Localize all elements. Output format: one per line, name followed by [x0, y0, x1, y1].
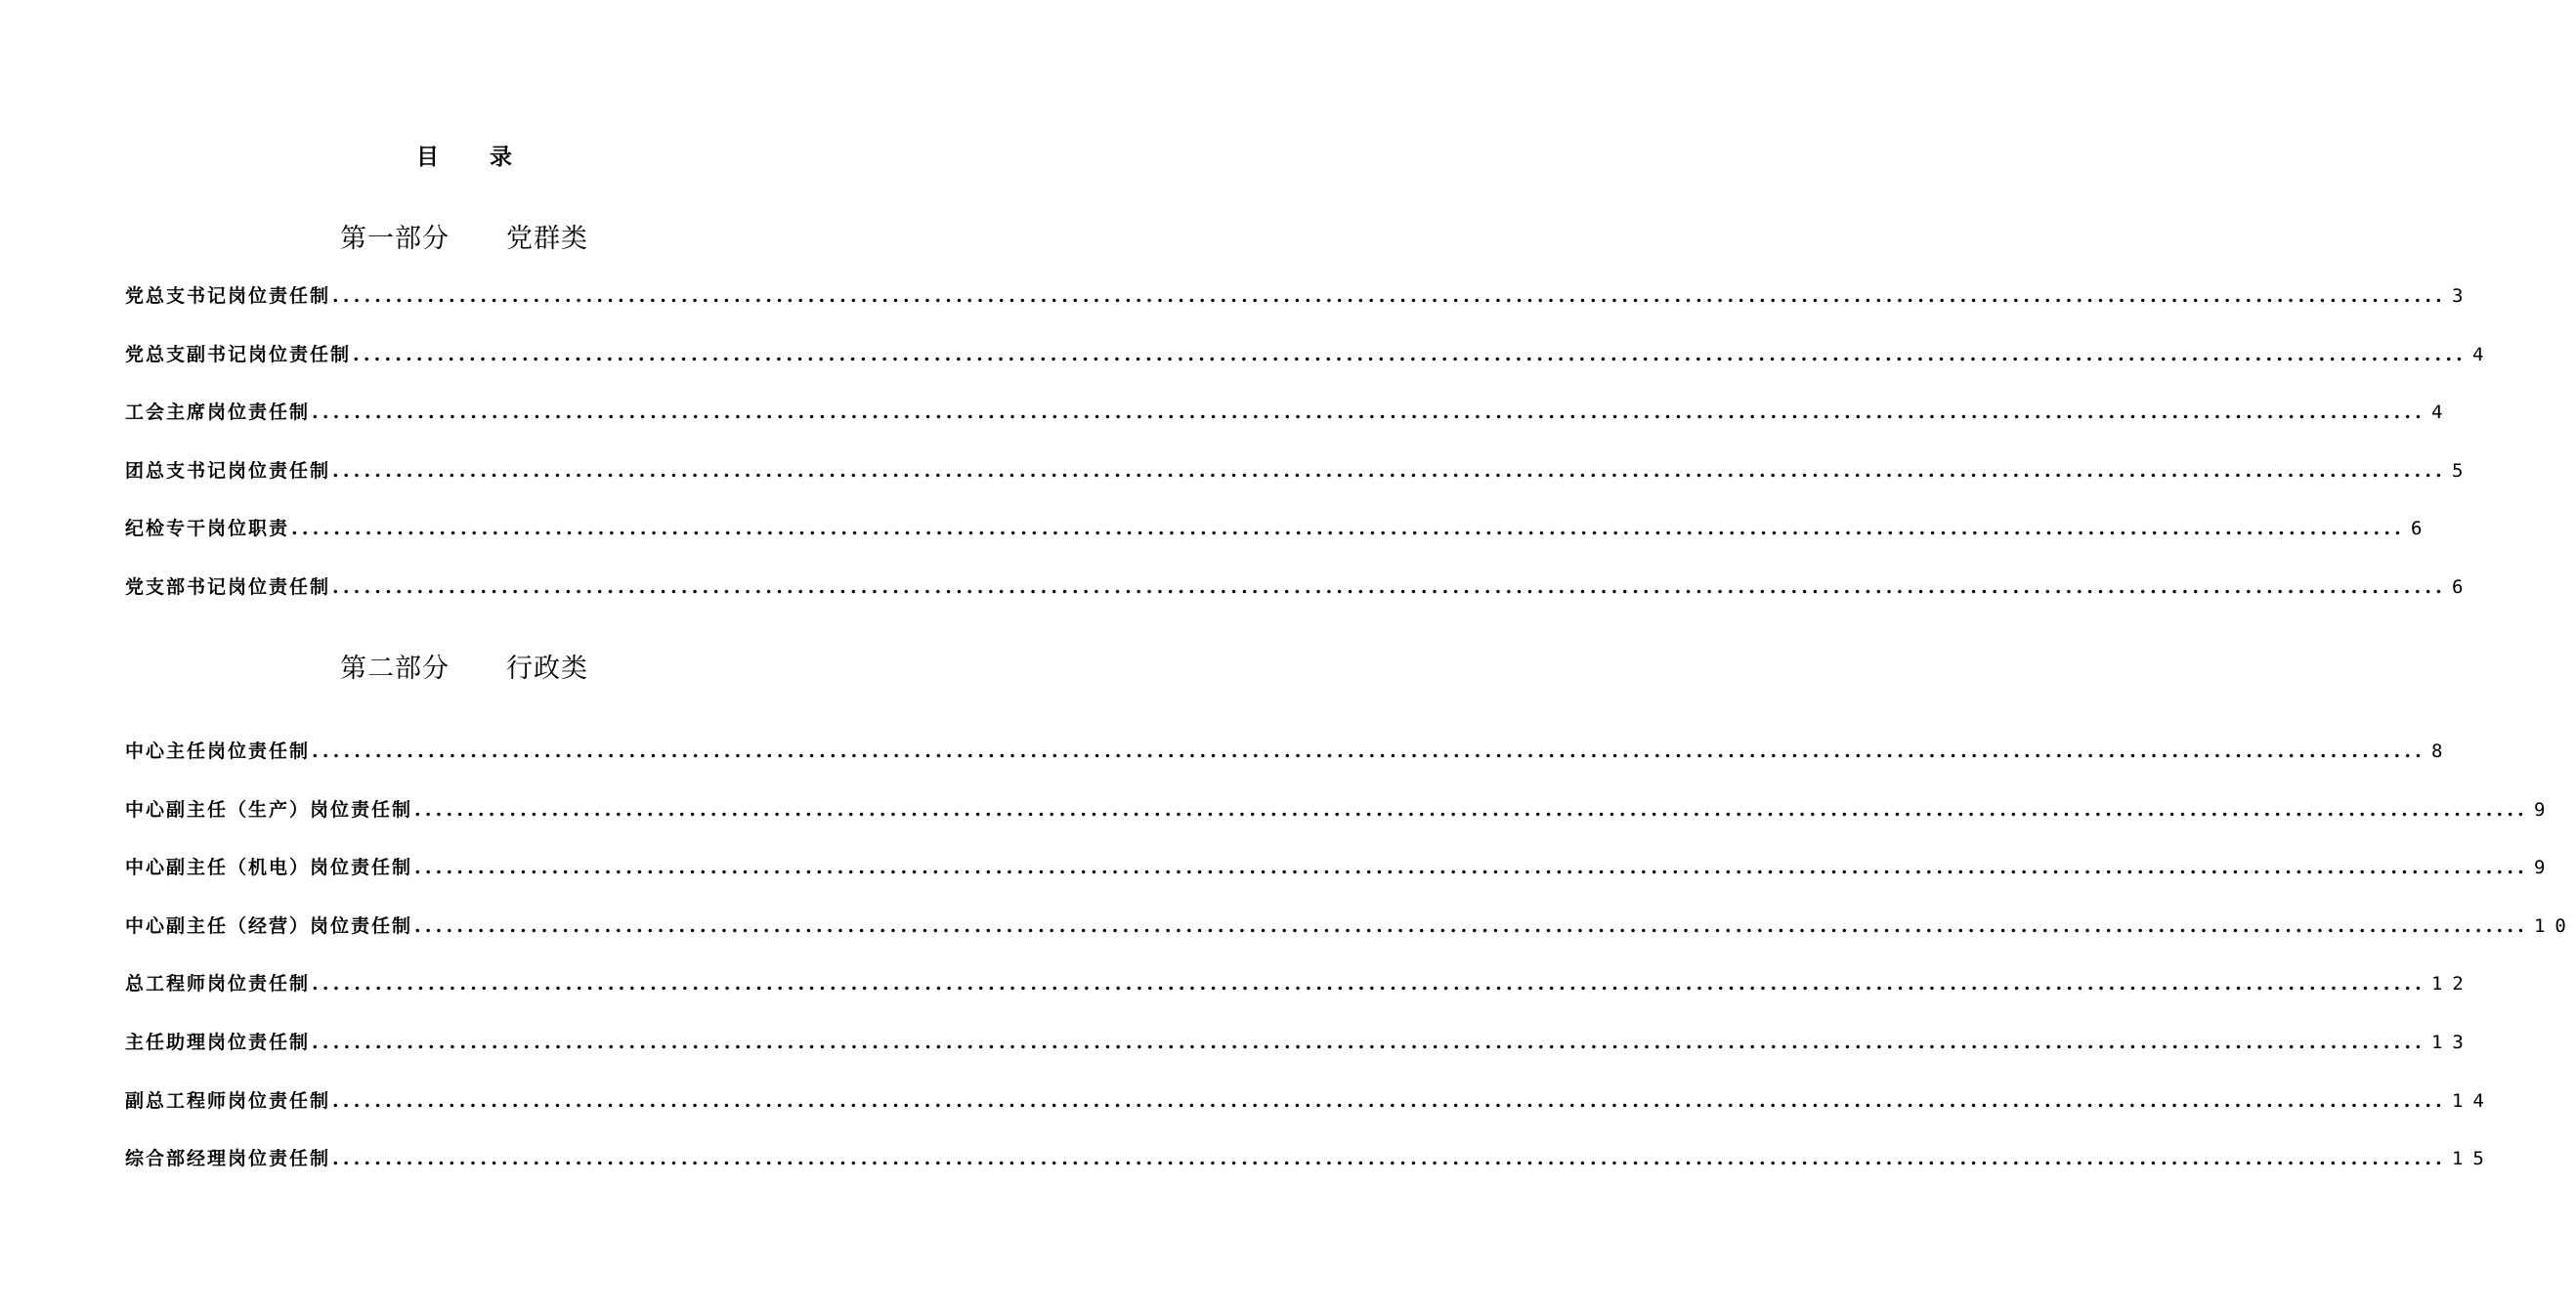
part-heading-2 — [0, 650, 928, 689]
page-number: 4 — [2430, 402, 2453, 424]
entry-title: 主任助理岗位责任制 — [125, 1031, 311, 1053]
entry-title: 总工程师岗位责任制 — [125, 973, 311, 995]
entry-title: 中心副主任（生产）岗位责任制 — [125, 798, 413, 821]
toc-title-left: 目 — [416, 144, 439, 170]
toc-entry[interactable] — [125, 969, 2473, 1028]
page-number: 14 — [2451, 1089, 2494, 1112]
dot-leader: ........................................................................................................................................................................................................ — [414, 857, 2528, 879]
page-number: 6 — [2410, 518, 2432, 540]
page-number: 8 — [2430, 741, 2453, 762]
page-number: 10 — [2533, 914, 2576, 937]
page-number: 9 — [2533, 857, 2555, 879]
page-number: 5 — [2451, 459, 2473, 482]
toc-list-part-1 — [125, 281, 2494, 631]
dot-leader: ........................................................................................................................................................................................................ — [414, 914, 2528, 937]
part-label: 第一部分 — [340, 224, 450, 254]
entry-title: 中心主任岗位责任制 — [125, 741, 311, 762]
dot-leader: ........................................................................................................................................................................................................ — [332, 459, 2446, 482]
dot-leader: ........................................................................................................................................................................................................ — [312, 402, 2426, 424]
entry-title: 副总工程师岗位责任制 — [125, 1089, 331, 1112]
dot-leader: ........................................................................................................................................................................................................ — [332, 575, 2446, 598]
entry-title: 综合部经理岗位责任制 — [125, 1148, 331, 1170]
dot-leader: ........................................................................................................................................................................................................ — [312, 1031, 2426, 1053]
part-category: 党群类 — [506, 224, 588, 254]
entry-title: 党总支副书记岗位责任制 — [125, 343, 352, 365]
dot-leader: ........................................................................................................................................................................................................ — [332, 285, 2446, 307]
entry-title: 团总支书记岗位责任制 — [125, 459, 331, 482]
entry-title: 纪检专干岗位职责 — [125, 518, 290, 540]
toc-title-right: 录 — [490, 144, 512, 170]
toc-entry[interactable] — [125, 1086, 2494, 1145]
dot-leader: ........................................................................................................................................................................................................ — [291, 518, 2405, 540]
page-number: 6 — [2451, 575, 2473, 598]
entry-title: 党总支书记岗位责任制 — [125, 285, 331, 307]
toc-entry[interactable] — [125, 853, 2555, 911]
dot-leader: ........................................................................................................................................................................................................ — [332, 1089, 2446, 1112]
entry-title: 工会主席岗位责任制 — [125, 402, 311, 424]
toc-entry[interactable] — [125, 456, 2473, 515]
toc-entry[interactable] — [125, 281, 2473, 340]
toc-title — [0, 141, 928, 174]
page-number: 12 — [2430, 973, 2473, 995]
dot-leader: ........................................................................................................................................................................................................ — [332, 1148, 2446, 1170]
entry-title: 中心副主任（机电）岗位责任制 — [125, 857, 413, 879]
toc-entry[interactable] — [125, 737, 2453, 795]
toc-entry[interactable] — [125, 1028, 2473, 1086]
page-number: 4 — [2471, 343, 2494, 365]
toc-list-part-2 — [125, 737, 2576, 1203]
entry-title: 党支部书记岗位责任制 — [125, 575, 331, 598]
toc-entry[interactable] — [125, 398, 2453, 456]
dot-leader: ........................................................................................................................................................................................................ — [353, 343, 2467, 365]
dot-leader: ........................................................................................................................................................................................................ — [312, 973, 2426, 995]
part-label: 第二部分 — [340, 654, 450, 684]
dot-leader: ........................................................................................................................................................................................................ — [414, 798, 2528, 821]
part-category: 行政类 — [506, 654, 588, 684]
part-heading-1 — [0, 220, 928, 259]
page-number: 9 — [2533, 798, 2555, 821]
toc-entry[interactable] — [125, 795, 2555, 854]
page-number: 13 — [2430, 1031, 2473, 1053]
toc-entry[interactable] — [125, 514, 2432, 572]
toc-entry[interactable] — [125, 1144, 2494, 1203]
page-number: 15 — [2451, 1148, 2494, 1170]
toc-entry[interactable] — [125, 572, 2473, 631]
dot-leader: ........................................................................................................................................................................................................ — [312, 741, 2426, 762]
toc-entry[interactable] — [125, 340, 2494, 399]
entry-title: 中心副主任（经营）岗位责任制 — [125, 914, 413, 937]
toc-entry[interactable] — [125, 911, 2576, 970]
page-number: 3 — [2451, 285, 2473, 307]
